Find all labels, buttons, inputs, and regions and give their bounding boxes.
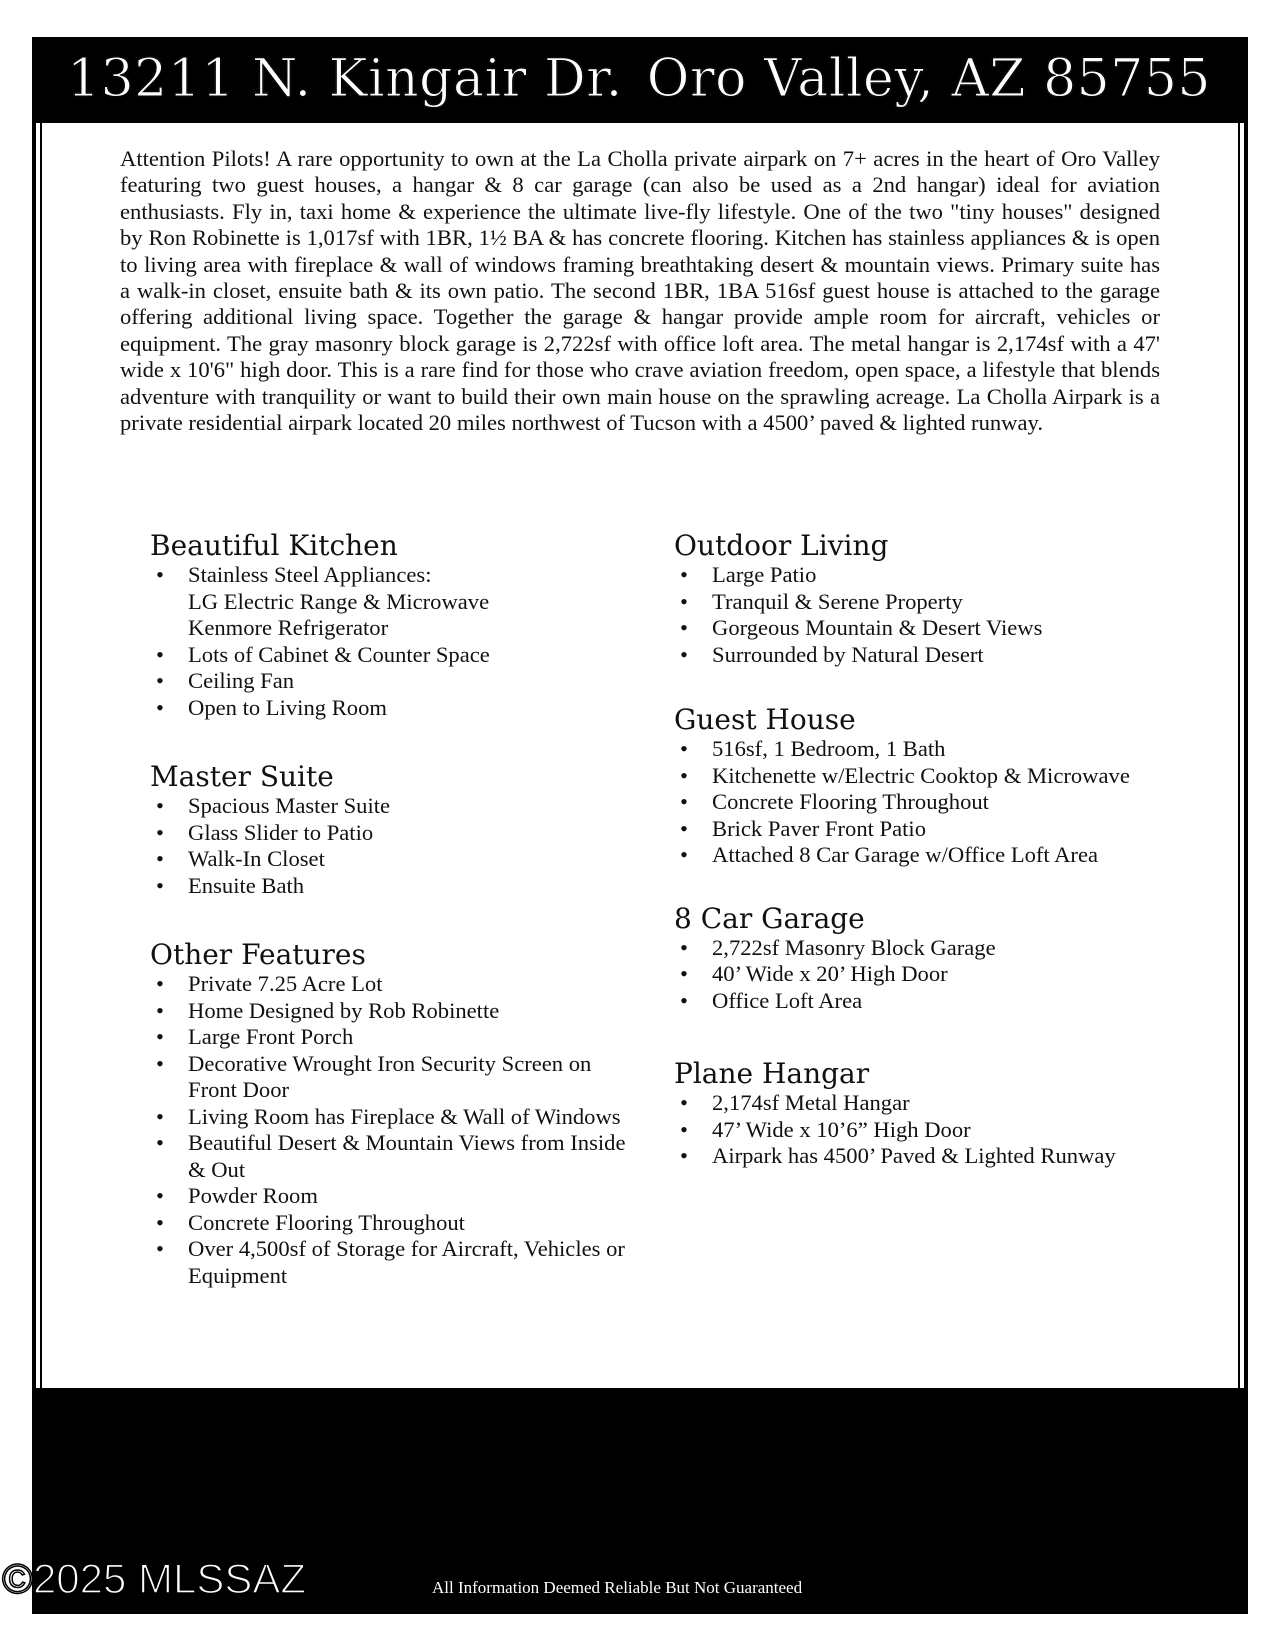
list-item xyxy=(150,1236,630,1289)
bullet-icon: • xyxy=(680,842,688,867)
list-item-text: Living Room has Fireplace & Wall of Windows xyxy=(188,1103,621,1129)
list-item-text: Ensuite Bath xyxy=(188,872,305,898)
list-item xyxy=(150,820,630,847)
bullet-icon: • xyxy=(680,562,688,587)
list-item-text: Concrete Flooring Throughout xyxy=(188,1209,465,1235)
list-item-text: Large Front Porch xyxy=(188,1024,354,1049)
section-title-plane-hangar: Plane Hangar xyxy=(674,1057,870,1090)
list-item-text: 47’ Wide x 10’6” High Door xyxy=(712,1116,971,1142)
bullet-icon: • xyxy=(156,694,164,720)
bullet-icon: • xyxy=(156,1183,164,1208)
bullet-icon: • xyxy=(680,1090,688,1115)
section-title-master-suite: Master Suite xyxy=(150,760,334,793)
intro-paragraph: Attention Pilots! A rare opportunity to own at the La Cholla private airpark on 7+ acres in the heart of Oro Valley featuring two guest houses, a hangar & 8 car garage (can also be used as a 2nd hangar) ideal for aviation enthusiasts. Fly in, taxi home & experience the ultimate live-fly lifestyle. One of the two "tiny houses" designed by Ron Robinette is 1,017sf with 1BR, 1½ BA & has concrete flooring. Kitchen has stainless appliances & is open to living area with fireplace & wall of windows framing breathtaking desert & mountain views. Primary suite has a walk-in closet, ensuite bath & its own patio. The second 1BR, 1BA 516sf guest house is attached to the garage offering additional living space. Together the garage & hangar provide ample room for aircraft, vehicles or equipment. The gray masonry block garage is 2,722sf with office loft area. The metal hangar is 2,174sf with a 47' wide x 10'6" high door. This is a rare find for those who crave aviation freedom, open space, a lifestyle that blends adventure with tranquility or want to build their own main house on the sprawling acreage. La Cholla Airpark is a private residential airpark located 20 miles northwest of Tucson with a 4500’ paved & lighted runway. xyxy=(120,146,1160,436)
list-item xyxy=(150,971,630,998)
bullet-icon: • xyxy=(680,736,688,761)
list-item-text: Spacious Master Suite xyxy=(188,793,391,818)
list-item xyxy=(150,562,630,642)
list-item-text: Attached 8 Car Garage w/Office Loft Area xyxy=(712,842,1099,867)
bullet-icon: • xyxy=(156,793,164,818)
bullet-icon: • xyxy=(680,762,688,788)
section-title-guest-house: Guest House xyxy=(674,703,856,736)
section-plane-hangar xyxy=(674,1058,1134,1170)
bullet-icon: • xyxy=(680,815,688,841)
list-item xyxy=(674,961,1134,988)
list-item-text: Large Patio xyxy=(712,562,817,587)
section-other-features xyxy=(150,939,630,1289)
list-item-text: Ceiling Fan xyxy=(188,668,295,693)
list-item-text: 2,722sf Masonry Block Garage xyxy=(712,934,996,960)
list-item xyxy=(150,642,630,669)
bullet-icon: • xyxy=(156,846,164,871)
copyright-notice: ©2025 MLSSAZ xyxy=(2,1555,307,1602)
list-item xyxy=(674,615,1134,642)
bullet-icon: • xyxy=(156,872,164,898)
bullet-icon: • xyxy=(680,1116,688,1142)
list-item xyxy=(150,998,630,1025)
header-bar xyxy=(32,37,1248,123)
list-item-text: Walk-In Closet xyxy=(188,846,325,871)
list-item-text: Concrete Flooring Throughout xyxy=(712,789,989,814)
section-title-car-garage: 8 Car Garage xyxy=(674,901,865,935)
list-item xyxy=(150,695,630,722)
list-item-text: Over 4,500sf of Storage for Aircraft, Vehicles or Equipment xyxy=(188,1236,625,1288)
list-item xyxy=(150,1104,630,1131)
list-item-text: Brick Paver Front Patio xyxy=(712,815,926,841)
bullet-icon: • xyxy=(156,1103,164,1129)
bullet-icon: • xyxy=(680,588,688,614)
list-item xyxy=(150,1210,630,1237)
list-item xyxy=(674,1090,1134,1117)
bullet-icon: • xyxy=(156,1209,164,1235)
section-title-outdoor-living: Outdoor Living xyxy=(674,529,889,562)
list-item xyxy=(674,1117,1134,1144)
list-item-text: 516sf, 1 Bedroom, 1 Bath xyxy=(712,736,946,761)
list-item-text: Powder Room xyxy=(188,1183,318,1208)
bullet-icon: • xyxy=(156,971,164,996)
list-item xyxy=(674,642,1134,669)
list-item-text: Surrounded by Natural Desert xyxy=(712,641,984,667)
list-item xyxy=(674,988,1134,1015)
list-item-text: Private 7.25 Acre Lot xyxy=(188,971,383,996)
list-item-text: Kitchenette w/Electric Cooktop & Microwave xyxy=(712,762,1130,788)
list-item-text: Lots of Cabinet & Counter Space xyxy=(188,641,490,667)
bullet-icon: • xyxy=(156,668,164,693)
list-item-text: Decorative Wrought Iron Security Screen on Front Door xyxy=(188,1050,592,1102)
list-item xyxy=(150,1051,630,1104)
left-column xyxy=(150,530,630,1313)
list-item-text: Tranquil & Serene Property xyxy=(712,588,963,614)
section-title-other-features: Other Features xyxy=(150,938,366,971)
list-item xyxy=(150,846,630,873)
section-outdoor-living xyxy=(674,530,1134,668)
list-item xyxy=(674,1143,1134,1170)
bullet-icon: • xyxy=(680,961,688,986)
section-kitchen xyxy=(150,530,630,721)
list-item xyxy=(674,935,1134,962)
city-state-zip: Oro Valley, AZ 85755 xyxy=(646,49,1211,109)
section-master-suite xyxy=(150,761,630,899)
list-item xyxy=(150,1183,630,1210)
list-item-text: Airpark has 4500’ Paved & Lighted Runway xyxy=(712,1143,1116,1168)
bullet-icon: • xyxy=(156,641,164,667)
list-item xyxy=(150,1024,630,1051)
street-address: 13211 N. Kingair Dr. xyxy=(67,49,623,109)
list-item xyxy=(150,793,630,820)
list-item-text: 2,174sf Metal Hangar xyxy=(712,1090,910,1115)
list-item-text: Office Loft Area xyxy=(712,987,863,1013)
list-item xyxy=(674,842,1134,869)
bullet-icon: • xyxy=(156,819,164,845)
right-column xyxy=(674,530,1134,1194)
section-car-garage xyxy=(674,903,1134,1015)
list-item-text: Glass Slider to Patio xyxy=(188,819,374,845)
list-item xyxy=(674,562,1134,589)
bullet-icon: • xyxy=(156,1130,164,1155)
list-item-text: Beautiful Desert & Mountain Views from Inside & Out xyxy=(188,1130,626,1182)
list-item xyxy=(150,873,630,900)
list-item-subline: LG Electric Range & Microwave xyxy=(188,588,490,614)
bullet-icon: • xyxy=(156,1024,164,1049)
bullet-icon: • xyxy=(156,1050,164,1076)
list-item xyxy=(150,668,630,695)
list-item xyxy=(674,789,1134,816)
list-item-subline: Kenmore Refrigerator xyxy=(188,615,389,640)
bullet-icon: • xyxy=(156,1236,164,1261)
list-item-text: 40’ Wide x 20’ High Door xyxy=(712,961,948,986)
bullet-icon: • xyxy=(680,987,688,1013)
bullet-icon: • xyxy=(680,934,688,960)
bullet-icon: • xyxy=(680,789,688,814)
bullet-icon: • xyxy=(680,1143,688,1168)
bullet-icon: • xyxy=(680,615,688,640)
list-item xyxy=(674,589,1134,616)
section-guest-house xyxy=(674,704,1134,869)
list-item-text: Stainless Steel Appliances: xyxy=(188,562,432,587)
list-item-text: Home Designed by Rob Robinette xyxy=(188,997,500,1023)
bullet-icon: • xyxy=(680,641,688,667)
list-item-text: Gorgeous Mountain & Desert Views xyxy=(712,615,1043,640)
list-item xyxy=(674,816,1134,843)
bullet-icon: • xyxy=(156,562,164,587)
list-item xyxy=(674,763,1134,790)
section-title-kitchen: Beautiful Kitchen xyxy=(150,529,398,562)
list-item xyxy=(674,736,1134,763)
bullet-icon: • xyxy=(156,997,164,1023)
list-item xyxy=(150,1130,630,1183)
list-item-text: Open to Living Room xyxy=(188,694,387,720)
disclaimer-text: All Information Deemed Reliable But Not Guaranteed xyxy=(432,1578,803,1597)
